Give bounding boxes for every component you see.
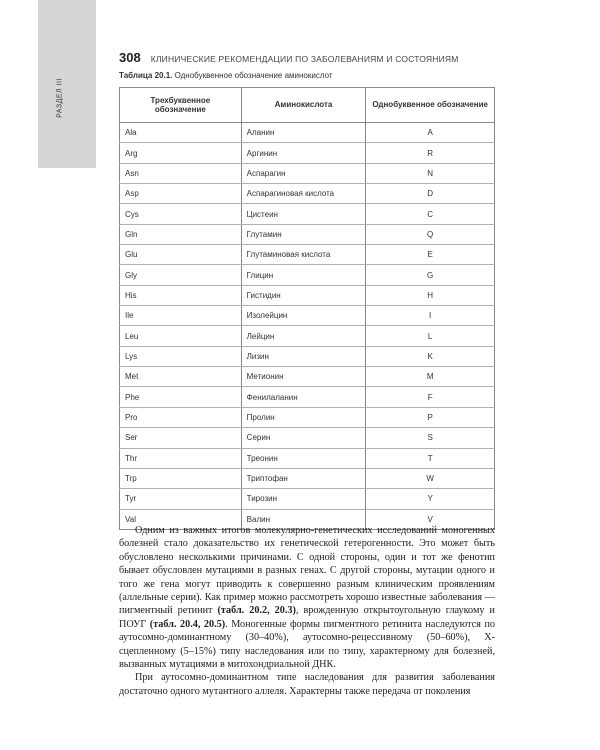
cell-three-letter-code: Trp xyxy=(120,468,242,488)
table-row xyxy=(120,204,495,224)
cell-amino-acid-name: Аспарагин xyxy=(241,163,366,183)
cell-three-letter-code: Phe xyxy=(120,387,242,407)
table-row xyxy=(120,468,495,488)
table-row xyxy=(120,285,495,305)
cell-one-letter-code: D xyxy=(366,184,495,204)
table-row xyxy=(120,245,495,265)
cell-one-letter-code: Q xyxy=(366,224,495,244)
paragraph-1 xyxy=(119,524,495,671)
paragraph-1-part-c: . Моногенные формы пигментного ретинита наследуются по аутосомно-доминантному (30–40%), аутосомно-рецессивному (50–60%), Х-сцепленному (5–15%) типу наследования или по типу, характерному для болезней, вызванных мутациями в митохондриальной ДНК. xyxy=(119,618,495,671)
table-row xyxy=(120,489,495,509)
cell-amino-acid-name: Аспарагиновая кислота xyxy=(241,184,366,204)
cell-three-letter-code: Asp xyxy=(120,184,242,204)
cell-one-letter-code: E xyxy=(366,245,495,265)
page-header xyxy=(119,50,499,65)
table-row xyxy=(120,387,495,407)
table-row xyxy=(120,448,495,468)
cell-amino-acid-name: Метионин xyxy=(241,367,366,387)
table-caption-text: Однобуквенное обозначение аминокислот xyxy=(174,71,333,80)
table-row xyxy=(120,163,495,183)
cell-three-letter-code: Ser xyxy=(120,428,242,448)
table-reference-2: (табл. 20.4, 20.5) xyxy=(149,618,226,630)
cell-one-letter-code: P xyxy=(366,407,495,427)
cell-amino-acid-name: Лейцин xyxy=(241,326,366,346)
cell-amino-acid-name: Тирозин xyxy=(241,489,366,509)
cell-amino-acid-name: Гистидин xyxy=(241,285,366,305)
cell-amino-acid-name: Глутаминовая кислота xyxy=(241,245,366,265)
cell-three-letter-code: Arg xyxy=(120,143,242,163)
cell-one-letter-code: F xyxy=(366,387,495,407)
cell-amino-acid-name: Глицин xyxy=(241,265,366,285)
cell-amino-acid-name: Серин xyxy=(241,428,366,448)
body-text xyxy=(119,524,495,698)
table-row xyxy=(120,224,495,244)
paragraph-1-part-a: Одним из важных итогов молекулярно-генетических исследований моногенных болезней стало доказательство их генетической гетерогенности. Это может быть обусловлено несколькими причинами. С одной стороны, один и тот же фенотип бывает обусловлен мутациями в разных генах. С другой стороны, мутации одного и того же гена могут приводить к совершенно разным клиническим проявлениям (аллельные серии). Как пример можно рассмотреть хорошо известные заболевания — пигментный ретинит xyxy=(119,525,495,617)
cell-one-letter-code: Y xyxy=(366,489,495,509)
cell-three-letter-code: Tyr xyxy=(120,489,242,509)
running-head: КЛИНИЧЕСКИЕ РЕКОМЕНДАЦИИ ПО ЗАБОЛЕВАНИЯМ И СОСТОЯНИЯМ xyxy=(150,54,459,64)
cell-three-letter-code: Thr xyxy=(120,448,242,468)
table-caption-label: Таблица 20.1. xyxy=(119,71,173,80)
cell-amino-acid-name: Пролин xyxy=(241,407,366,427)
cell-amino-acid-name: Глутамин xyxy=(241,224,366,244)
cell-one-letter-code: L xyxy=(366,326,495,346)
column-header-amino-acid: Аминокислота xyxy=(241,88,366,123)
cell-three-letter-code: Gly xyxy=(120,265,242,285)
table-row xyxy=(120,143,495,163)
table-row xyxy=(120,184,495,204)
cell-amino-acid-name: Изолейцин xyxy=(241,306,366,326)
cell-one-letter-code: T xyxy=(366,448,495,468)
table-row xyxy=(120,265,495,285)
amino-acid-table xyxy=(119,87,495,530)
cell-one-letter-code: V xyxy=(366,509,495,529)
cell-one-letter-code: K xyxy=(366,346,495,366)
cell-one-letter-code: S xyxy=(366,428,495,448)
cell-one-letter-code: R xyxy=(366,143,495,163)
cell-amino-acid-name: Валин xyxy=(241,509,366,529)
cell-three-letter-code: Pro xyxy=(120,407,242,427)
table-body xyxy=(120,123,495,530)
cell-amino-acid-name: Аргинин xyxy=(241,143,366,163)
cell-three-letter-code: Met xyxy=(120,367,242,387)
cell-three-letter-code: Cys xyxy=(120,204,242,224)
table-row xyxy=(120,346,495,366)
cell-amino-acid-name: Триптофан xyxy=(241,468,366,488)
cell-three-letter-code: Gln xyxy=(120,224,242,244)
table-header-row xyxy=(120,88,495,123)
cell-amino-acid-name: Лизин xyxy=(241,346,366,366)
table-row xyxy=(120,367,495,387)
cell-three-letter-code: Ile xyxy=(120,306,242,326)
section-tab xyxy=(38,0,96,168)
paragraph-1-part-b: , врожденную открытоугольную глаукому и ПОУГ xyxy=(119,605,495,630)
column-header-three-letter: Трехбуквенное обозначение xyxy=(120,88,242,123)
cell-amino-acid-name: Аланин xyxy=(241,123,366,143)
table-row xyxy=(120,326,495,346)
cell-one-letter-code: G xyxy=(366,265,495,285)
cell-one-letter-code: A xyxy=(366,123,495,143)
cell-one-letter-code: W xyxy=(366,468,495,488)
cell-one-letter-code: M xyxy=(366,367,495,387)
cell-three-letter-code: Asn xyxy=(120,163,242,183)
cell-one-letter-code: I xyxy=(366,306,495,326)
cell-one-letter-code: N xyxy=(366,163,495,183)
cell-one-letter-code: C xyxy=(366,204,495,224)
section-tab-label: РАЗДЕЛ III xyxy=(56,78,64,118)
cell-three-letter-code: Lys xyxy=(120,346,242,366)
table-row xyxy=(120,407,495,427)
cell-three-letter-code: Ala xyxy=(120,123,242,143)
cell-three-letter-code: His xyxy=(120,285,242,305)
table-reference-1: (табл. 20.2, 20.3) xyxy=(217,605,296,617)
table-row xyxy=(120,306,495,326)
table-row xyxy=(120,123,495,143)
cell-amino-acid-name: Цистеин xyxy=(241,204,366,224)
cell-three-letter-code: Glu xyxy=(120,245,242,265)
cell-amino-acid-name: Треонин xyxy=(241,448,366,468)
cell-one-letter-code: H xyxy=(366,285,495,305)
table-row xyxy=(120,428,495,448)
column-header-one-letter: Однобуквенное обозначение xyxy=(366,88,495,123)
cell-amino-acid-name: Фенилаланин xyxy=(241,387,366,407)
paragraph-2: При аутосомно-доминантном типе наследования для развития заболевания достаточно одного мутантного аллеля. Характерны также передача от поколения xyxy=(119,672,495,697)
page-number: 308 xyxy=(119,50,141,65)
cell-three-letter-code: Val xyxy=(120,509,242,529)
cell-three-letter-code: Leu xyxy=(120,326,242,346)
table-caption xyxy=(119,71,333,80)
